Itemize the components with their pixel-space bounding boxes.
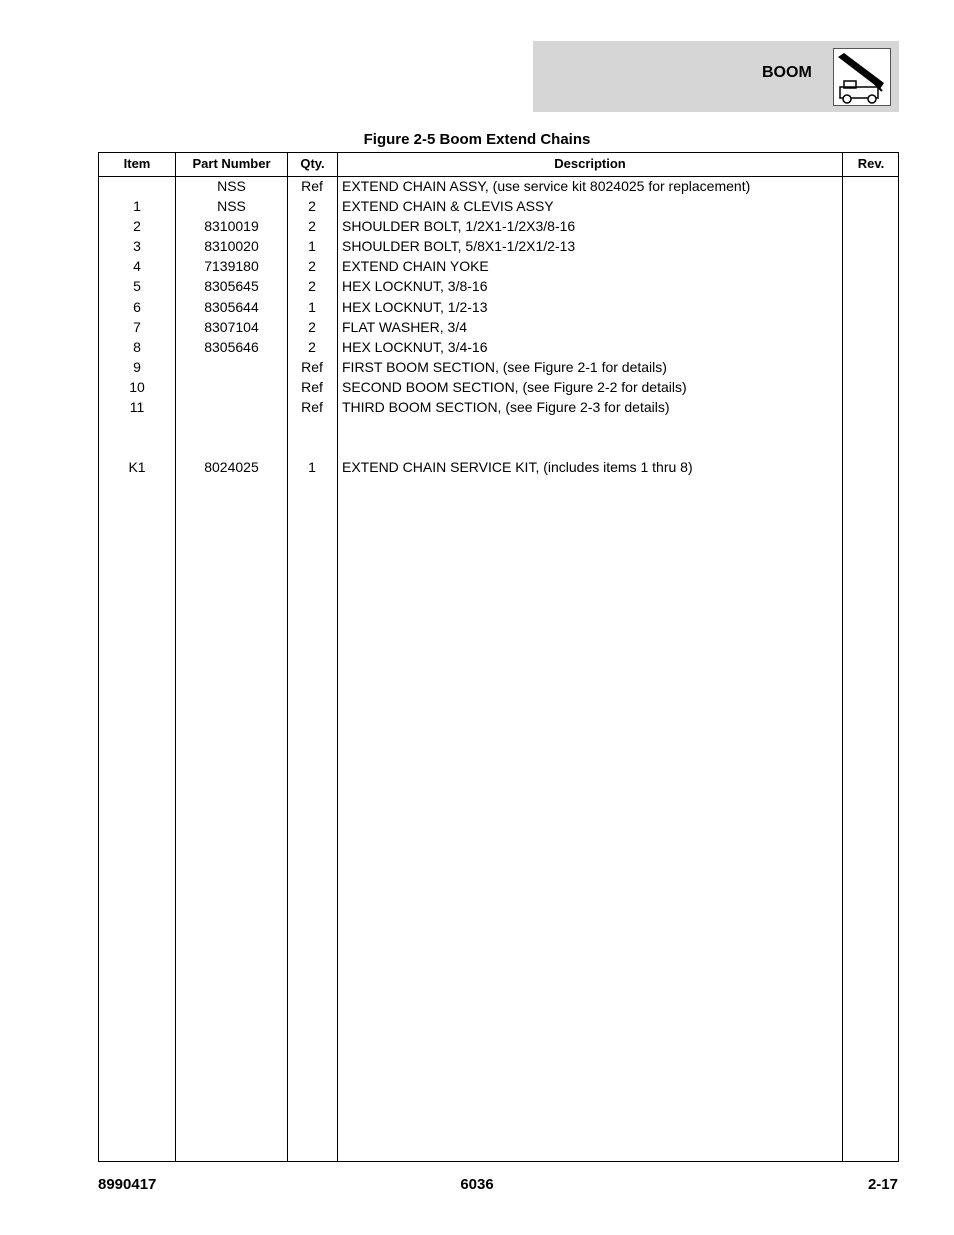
qty-cell: Ref (301, 378, 323, 395)
description-cell: SHOULDER BOLT, 5/8X1-1/2X1/2-13 (342, 238, 576, 255)
item-cell: 6 (133, 298, 141, 315)
column-header-part-number: Part Number (192, 156, 271, 171)
footer-model: 6036 (460, 1176, 494, 1193)
footer-page-number: 2-17 (867, 1176, 898, 1193)
description-cell: EXTEND CHAIN YOKE (342, 258, 489, 275)
item-cell: 1 (133, 198, 141, 215)
table-row (99, 236, 898, 256)
telehandler-boom-icon (833, 48, 891, 106)
description-cell: EXTEND CHAIN SERVICE KIT, (includes items 1 thru 8) (342, 459, 693, 476)
parts-table (98, 152, 899, 1162)
table-row (99, 196, 898, 216)
figure-title: Figure 2-5 Boom Extend Chains (363, 131, 591, 148)
description-cell: SHOULDER BOLT, 1/2X1-1/2X3/8-16 (342, 218, 576, 235)
table-row (99, 256, 898, 276)
item-cell: 11 (129, 399, 145, 416)
qty-cell: Ref (301, 178, 323, 194)
qty-cell: 2 (308, 258, 316, 275)
table-row (99, 377, 898, 397)
item-cell: 7 (133, 318, 141, 335)
qty-cell: 1 (308, 459, 316, 476)
part-number-cell: 8305645 (204, 278, 259, 295)
item-cell: 8 (133, 338, 141, 355)
table-row (99, 176, 898, 196)
table-body (99, 176, 898, 477)
table-row (99, 297, 898, 317)
description-cell: EXTEND CHAIN ASSY, (use service kit 8024025 for replacement) (342, 178, 751, 194)
table-spacer (99, 417, 898, 457)
description-cell: HEX LOCKNUT, 3/8-16 (342, 278, 488, 295)
part-number-cell: 8305644 (204, 298, 259, 315)
table-row (99, 357, 898, 377)
item-cell: 3 (133, 238, 141, 255)
table-row (99, 317, 898, 337)
qty-cell: Ref (301, 399, 323, 416)
description-cell: HEX LOCKNUT, 3/4-16 (342, 338, 488, 355)
part-number-cell: 8305646 (204, 338, 259, 355)
qty-cell: 2 (308, 198, 316, 215)
item-cell: 5 (133, 278, 141, 295)
description-cell: EXTEND CHAIN & CLEVIS ASSY (342, 198, 554, 215)
section-title: BOOM (762, 64, 812, 81)
qty-cell: 2 (308, 318, 316, 335)
footer-document-number: 8990417 (98, 1176, 157, 1193)
table-row (99, 216, 898, 236)
table-row (99, 397, 898, 417)
description-cell: FLAT WASHER, 3/4 (342, 318, 467, 335)
item-cell: K1 (128, 459, 146, 476)
part-number-cell: 8310020 (204, 238, 259, 255)
part-number-cell: 8310019 (204, 218, 259, 235)
qty-cell: 1 (308, 238, 316, 255)
item-cell: 2 (133, 218, 141, 235)
table-row (99, 337, 898, 357)
qty-cell: 1 (308, 298, 316, 315)
item-cell: 4 (133, 258, 141, 275)
column-header-qty: Qty. (300, 156, 325, 171)
part-number-cell: NSS (217, 198, 246, 215)
item-cell: 9 (133, 358, 141, 375)
part-number-cell: NSS (217, 178, 246, 194)
column-header-description: Description (554, 156, 626, 171)
description-cell: FIRST BOOM SECTION, (see Figure 2-1 for details) (342, 358, 667, 375)
part-number-cell: 8024025 (204, 459, 259, 476)
part-number-cell: 8307104 (204, 318, 259, 335)
table-row (99, 457, 898, 477)
column-header-rev: Rev. (857, 156, 885, 171)
part-number-cell: 7139180 (204, 258, 259, 275)
qty-cell: Ref (301, 358, 323, 375)
item-cell: 10 (129, 378, 145, 395)
qty-cell: 2 (308, 338, 316, 355)
column-header-item: Item (123, 156, 151, 171)
description-cell: HEX LOCKNUT, 1/2-13 (342, 298, 488, 315)
qty-cell: 2 (308, 218, 316, 235)
description-cell: THIRD BOOM SECTION, (see Figure 2-3 for details) (342, 399, 670, 416)
description-cell: SECOND BOOM SECTION, (see Figure 2-2 for details) (342, 378, 687, 395)
qty-cell: 2 (308, 278, 316, 295)
table-row (99, 276, 898, 296)
